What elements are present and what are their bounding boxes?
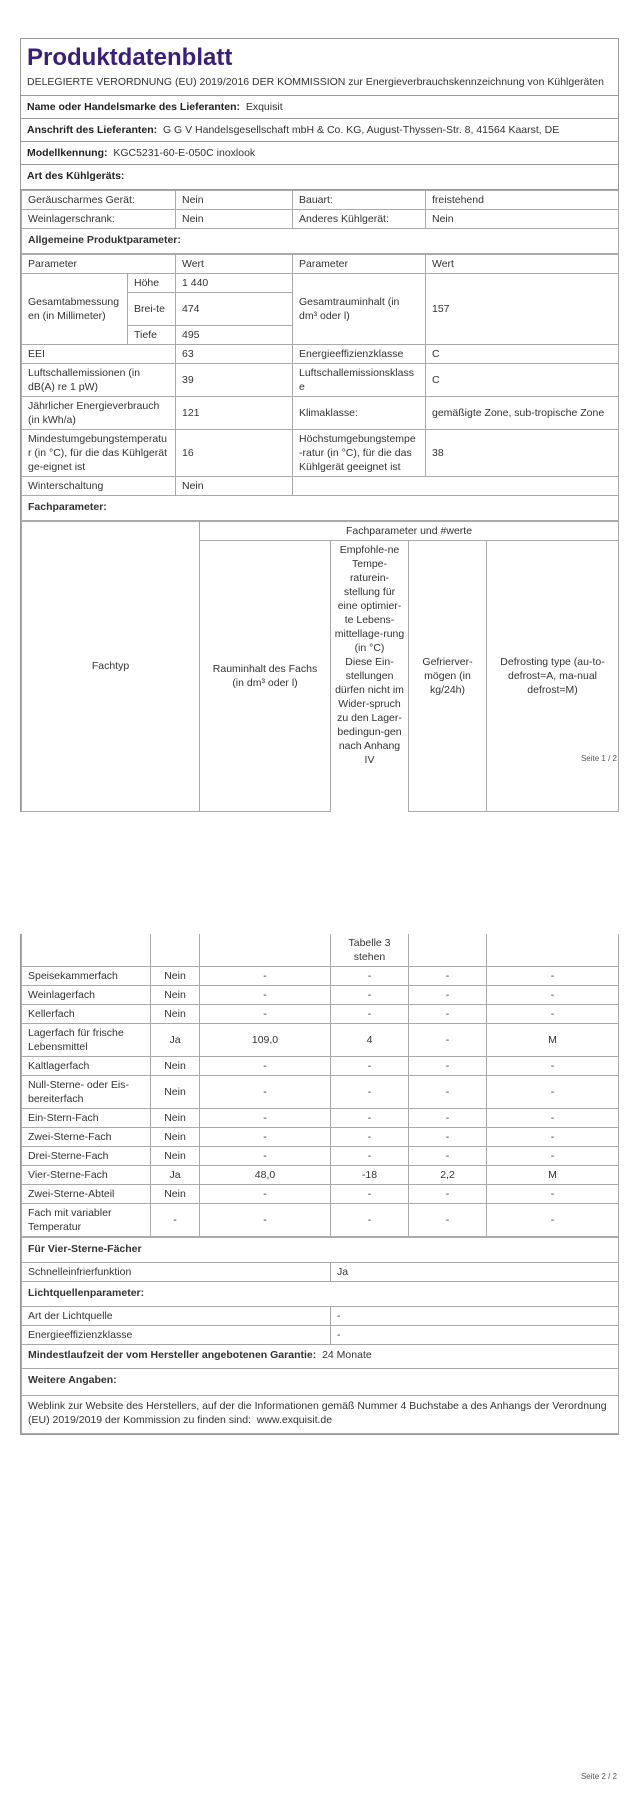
compartment-row bbox=[22, 1147, 619, 1166]
compartment-present: Nein bbox=[151, 1185, 200, 1204]
winter-value: Nein bbox=[176, 477, 293, 496]
compartment-freeze: - bbox=[409, 1057, 487, 1076]
dim-label: Tiefe bbox=[128, 326, 176, 345]
group-header: Fachparameter und #werte bbox=[200, 522, 619, 541]
compartment-defrost: M bbox=[487, 1024, 619, 1057]
further-row bbox=[22, 1396, 619, 1434]
compartment-freeze: - bbox=[409, 1109, 487, 1128]
compartment-row bbox=[22, 1128, 619, 1147]
compartment-volume: - bbox=[200, 967, 331, 986]
general-cell: 16 bbox=[176, 430, 293, 477]
supplier-name-label: Name oder Handelsmarke des Lieferanten: bbox=[27, 101, 240, 113]
type-table bbox=[21, 190, 619, 254]
further-text: Weblink zur Website des Herstellers, auf der die Informationen gemäß Nummer 4 Buchstabe a des Anhangs der Verordnung (EU) 2019/2019 der Kommission zu finden sind: bbox=[28, 1400, 607, 1426]
general-header-row bbox=[22, 255, 619, 274]
general-cell: Klimaklasse: bbox=[293, 397, 426, 430]
compartment-volume: - bbox=[200, 1076, 331, 1109]
col-volume-header: Rauminhalt des Fachs (in dm³ oder l) bbox=[200, 541, 331, 812]
compartment-temp: - bbox=[331, 1147, 409, 1166]
compartment-present: Nein bbox=[151, 1109, 200, 1128]
winter-row bbox=[22, 477, 619, 496]
compartment-type: Vier-Sterne-Fach bbox=[22, 1166, 151, 1185]
page-number: Seite 2 / 2 bbox=[580, 1772, 617, 1781]
compartment-type: Zwei-Sterne-Fach bbox=[22, 1128, 151, 1147]
model-label: Modellkennung: bbox=[27, 147, 108, 159]
volume-value: 157 bbox=[426, 274, 619, 345]
winter-label: Winterschaltung bbox=[22, 477, 176, 496]
general-table bbox=[21, 254, 619, 521]
compartment-volume: - bbox=[200, 1057, 331, 1076]
compartment-defrost: - bbox=[487, 1005, 619, 1024]
compartment-type: Zwei-Sterne-Abteil bbox=[22, 1185, 151, 1204]
light-row bbox=[22, 1307, 619, 1326]
datasheet-page-2 bbox=[20, 934, 619, 1435]
general-cell: 63 bbox=[176, 345, 293, 364]
type-cell: freistehend bbox=[426, 191, 619, 210]
light-value: - bbox=[331, 1326, 619, 1345]
compartment-type: Kellerfach bbox=[22, 1005, 151, 1024]
type-row bbox=[22, 210, 619, 229]
compartment-defrost: - bbox=[487, 1109, 619, 1128]
four-star-row bbox=[22, 1263, 619, 1282]
compartment-volume: - bbox=[200, 1128, 331, 1147]
compartment-volume: 109,0 bbox=[200, 1024, 331, 1057]
compartment-defrost: - bbox=[487, 1057, 619, 1076]
compartment-row bbox=[22, 1166, 619, 1185]
compartment-freeze: - bbox=[409, 1128, 487, 1147]
compartment-present: Nein bbox=[151, 986, 200, 1005]
compartment-temp: - bbox=[331, 967, 409, 986]
col-temp-header bbox=[331, 541, 409, 812]
compartment-defrost: - bbox=[487, 967, 619, 986]
value-header: Wert bbox=[176, 255, 293, 274]
volume-label: Gesamtrauminhalt (in dm³ oder l) bbox=[293, 274, 426, 345]
type-cell: Nein bbox=[176, 210, 293, 229]
compartment-present: - bbox=[151, 1204, 200, 1237]
compartment-defrost: - bbox=[487, 1147, 619, 1166]
compartment-defrost: - bbox=[487, 1128, 619, 1147]
general-heading: Allgemeine Produktparameter: bbox=[22, 229, 619, 254]
type-cell: Bauart: bbox=[293, 191, 426, 210]
datasheet-page-1 bbox=[20, 38, 619, 812]
type-row bbox=[22, 191, 619, 210]
dims-label: Gesamtabmessungen (in Millimeter) bbox=[22, 274, 128, 345]
supplier-address-label: Anschrift des Lieferanten: bbox=[27, 124, 158, 136]
compartment-present: Nein bbox=[151, 1057, 200, 1076]
general-cell: Mindestumgebungstemperatur (in °C), für die das Kühlgerät ge-eignet ist bbox=[22, 430, 176, 477]
type-cell: Nein bbox=[426, 210, 619, 229]
general-cell: Energieeffizienzklasse bbox=[293, 345, 426, 364]
dim-label: Höhe bbox=[128, 274, 176, 293]
col-temp-header-part-a: Empfohle-ne Tempe-raturein-stellung für eine optimier-te Lebens-mittellage-rung (in °C) bbox=[334, 544, 405, 654]
page-1 bbox=[0, 0, 637, 880]
dim-value: 474 bbox=[176, 293, 293, 326]
compartment-freeze: - bbox=[409, 1076, 487, 1109]
compartment-row bbox=[22, 967, 619, 986]
dim-value: 495 bbox=[176, 326, 293, 345]
compartment-group-header-row bbox=[22, 522, 619, 541]
compartment-present: Ja bbox=[151, 1166, 200, 1185]
four-star-heading-row bbox=[22, 1238, 619, 1263]
compartment-present: Nein bbox=[151, 1147, 200, 1166]
compartment-defrost: - bbox=[487, 986, 619, 1005]
col-temp-header-part-b: Diese Ein-stellungen dürfen nicht im Wider-spruch zu den Lager-bedingun-gen nach Anhang IV bbox=[335, 656, 404, 766]
compartment-freeze: 2,2 bbox=[409, 1166, 487, 1185]
type-cell: Geräuscharmes Gerät: bbox=[22, 191, 176, 210]
four-star-heading: Für Vier-Sterne-Fächer bbox=[22, 1238, 619, 1263]
compartment-present: Nein bbox=[151, 1076, 200, 1109]
compartments-table bbox=[21, 934, 619, 1237]
four-star-value: Ja bbox=[331, 1263, 619, 1282]
compartment-freeze: - bbox=[409, 986, 487, 1005]
light-value: - bbox=[331, 1307, 619, 1326]
compartment-temp: - bbox=[331, 1109, 409, 1128]
light-label: Energieeffizienzklasse bbox=[22, 1326, 331, 1345]
compartment-type: Null-Sterne- oder Eis-bereiterfach bbox=[22, 1076, 151, 1109]
general-cell: 39 bbox=[176, 364, 293, 397]
compartment-type: Weinlagerfach bbox=[22, 986, 151, 1005]
compartment-temp: - bbox=[331, 986, 409, 1005]
general-cell: C bbox=[426, 364, 619, 397]
compartment-temp: - bbox=[331, 1185, 409, 1204]
compartment-defrost: M bbox=[487, 1166, 619, 1185]
compartment-row bbox=[22, 1005, 619, 1024]
col-defrost-header: Defrosting type (au-to-defrost=A, ma-nual defrost=M) bbox=[487, 541, 619, 812]
type-cell: Weinlagerschrank: bbox=[22, 210, 176, 229]
supplier-address-row bbox=[21, 119, 618, 142]
general-cell: Luftschallemissionsklasse bbox=[293, 364, 426, 397]
supplier-name-row bbox=[21, 96, 618, 119]
compartment-temp: - bbox=[331, 1005, 409, 1024]
dims-row bbox=[22, 274, 619, 293]
warranty-row bbox=[22, 1345, 619, 1369]
light-row bbox=[22, 1326, 619, 1345]
manufacturer-link[interactable]: www.exquisit.de bbox=[256, 1414, 333, 1426]
compartment-row bbox=[22, 1057, 619, 1076]
model-row bbox=[21, 142, 618, 165]
general-cell: Jährlicher Energieverbrauch (in kWh/a) bbox=[22, 397, 176, 430]
compartment-type: Speisekammerfach bbox=[22, 967, 151, 986]
general-heading-row bbox=[22, 229, 619, 254]
compartments-heading: Fachparameter: bbox=[22, 496, 619, 521]
general-cell: 121 bbox=[176, 397, 293, 430]
type-cell: Nein bbox=[176, 191, 293, 210]
compartment-present: Nein bbox=[151, 967, 200, 986]
model-value: KGC5231-60-E-050C inoxlook bbox=[113, 147, 256, 159]
general-cell: 38 bbox=[426, 430, 619, 477]
compartment-volume: - bbox=[200, 1204, 331, 1237]
warranty-value: 24 Monate bbox=[322, 1349, 372, 1361]
compartment-temp: - bbox=[331, 1204, 409, 1237]
compartment-defrost: - bbox=[487, 1076, 619, 1109]
general-row bbox=[22, 364, 619, 397]
compartment-freeze: - bbox=[409, 1204, 487, 1237]
compartment-defrost: - bbox=[487, 1204, 619, 1237]
type-heading-label: Art des Kühlgeräts: bbox=[27, 170, 125, 182]
warranty-label: Mindestlaufzeit der vom Hersteller angebotenen Garantie: bbox=[28, 1349, 317, 1361]
compartment-volume: - bbox=[200, 1185, 331, 1204]
page-2 bbox=[0, 900, 637, 1800]
compartment-temp: 4 bbox=[331, 1024, 409, 1057]
further-heading-row bbox=[22, 1369, 619, 1396]
dim-label: Brei-te bbox=[128, 293, 176, 326]
compartment-row bbox=[22, 1185, 619, 1204]
empty-cell bbox=[293, 477, 619, 496]
compartments-header-table bbox=[21, 521, 619, 812]
compartment-temp: - bbox=[331, 1128, 409, 1147]
compartment-type: Kaltlagerfach bbox=[22, 1057, 151, 1076]
compartment-row bbox=[22, 1204, 619, 1237]
page-number: Seite 1 / 2 bbox=[580, 754, 617, 763]
general-cell: Höchstumgebungstempe-ratur (in °C), für die das Kühlgerät geeignet ist bbox=[293, 430, 426, 477]
light-heading: Lichtquellenparameter: bbox=[22, 1282, 619, 1307]
compartment-header-continued bbox=[22, 934, 619, 967]
col-temp-header-part-c: Tabelle 3 stehen bbox=[331, 934, 409, 967]
dim-value: 1 440 bbox=[176, 274, 293, 293]
compartment-freeze: - bbox=[409, 1005, 487, 1024]
type-cell: Anderes Kühlgerät: bbox=[293, 210, 426, 229]
type-heading bbox=[21, 165, 618, 190]
four-star-table bbox=[21, 1237, 619, 1434]
four-star-label: Schnelleinfrierfunktion bbox=[22, 1263, 331, 1282]
compartment-type: Drei-Sterne-Fach bbox=[22, 1147, 151, 1166]
compartment-temp: - bbox=[331, 1057, 409, 1076]
compartment-freeze: - bbox=[409, 1147, 487, 1166]
compartment-row bbox=[22, 1076, 619, 1109]
compartment-defrost: - bbox=[487, 1185, 619, 1204]
compartment-type: Lagerfach für frische Lebensmittel bbox=[22, 1024, 151, 1057]
value-header: Wert bbox=[426, 255, 619, 274]
compartment-row bbox=[22, 1109, 619, 1128]
compartment-freeze: - bbox=[409, 1024, 487, 1057]
compartment-freeze: - bbox=[409, 967, 487, 986]
compartment-present: Nein bbox=[151, 1128, 200, 1147]
supplier-name-value: Exquisit bbox=[245, 101, 283, 113]
document-title: Produktdatenblatt bbox=[27, 44, 233, 71]
document-subtitle: DELEGIERTE VERORDNUNG (EU) 2019/2016 DER KOMMISSION zur Energieverbrauchskennzeichnung von Kühlgeräten bbox=[21, 73, 618, 96]
general-row bbox=[22, 397, 619, 430]
compartment-freeze: - bbox=[409, 1185, 487, 1204]
col-freeze-header: Gefrierver-mögen (in kg/24h) bbox=[409, 541, 487, 812]
light-heading-row bbox=[22, 1282, 619, 1307]
general-cell: EEI bbox=[22, 345, 176, 364]
col-type-header: Fachtyp bbox=[22, 522, 200, 812]
general-cell: C bbox=[426, 345, 619, 364]
light-label: Art der Lichtquelle bbox=[22, 1307, 331, 1326]
compartment-row bbox=[22, 986, 619, 1005]
param-header: Parameter bbox=[22, 255, 176, 274]
compartment-volume: - bbox=[200, 986, 331, 1005]
compartment-volume: - bbox=[200, 1005, 331, 1024]
compartment-type: Fach mit variabler Temperatur bbox=[22, 1204, 151, 1237]
further-info bbox=[22, 1396, 619, 1434]
general-cell: Luftschallemissionen (in dB(A) re 1 pW) bbox=[22, 364, 176, 397]
compartment-volume: - bbox=[200, 1147, 331, 1166]
compartment-present: Ja bbox=[151, 1024, 200, 1057]
compartments-heading-row bbox=[22, 496, 619, 521]
warranty bbox=[22, 1345, 619, 1369]
compartment-row bbox=[22, 1024, 619, 1057]
compartment-present: Nein bbox=[151, 1005, 200, 1024]
further-heading: Weitere Angaben: bbox=[22, 1369, 619, 1396]
supplier-address-value: G G V Handelsgesellschaft mbH & Co. KG, August-Thyssen-Str. 8, 41564 Kaarst, DE bbox=[162, 124, 560, 136]
compartment-volume: 48,0 bbox=[200, 1166, 331, 1185]
general-cell: gemäßigte Zone, sub-tropische Zone bbox=[426, 397, 619, 430]
compartment-temp: -18 bbox=[331, 1166, 409, 1185]
compartment-temp: - bbox=[331, 1076, 409, 1109]
compartment-type: Ein-Stern-Fach bbox=[22, 1109, 151, 1128]
compartment-volume: - bbox=[200, 1109, 331, 1128]
general-row bbox=[22, 430, 619, 477]
param-header: Parameter bbox=[293, 255, 426, 274]
general-row bbox=[22, 345, 619, 364]
